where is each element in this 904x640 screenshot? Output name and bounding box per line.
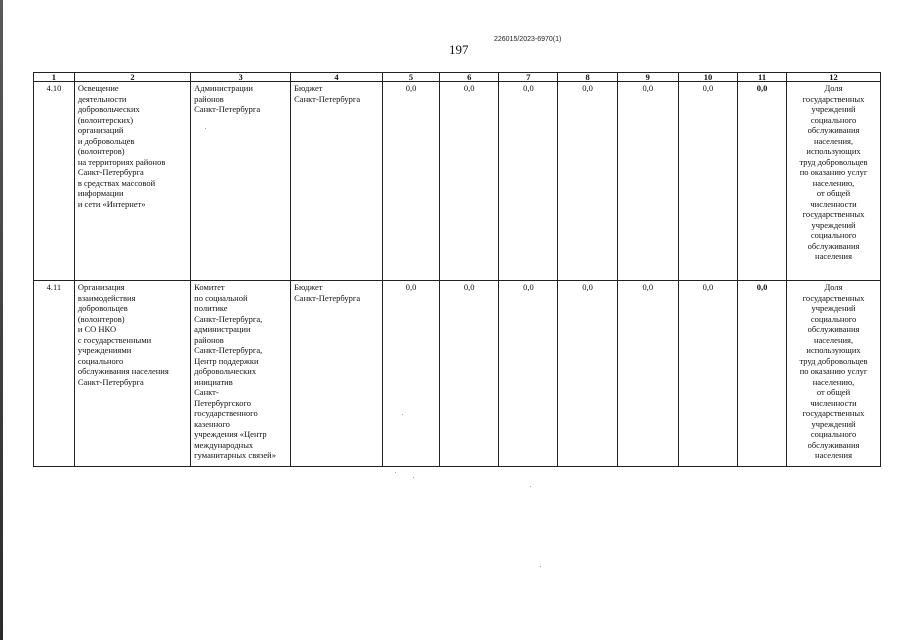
column-header: 3	[191, 73, 291, 82]
total-value-cell: 0,0	[738, 82, 787, 281]
scan-speck	[402, 414, 403, 415]
column-header: 9	[617, 73, 678, 82]
funding-source-cell: Бюджет Санкт-Петербурга	[291, 281, 383, 467]
indicator-cell: Доля государственных учреждений социального обслуживания населения, использующих труд добровольцев по оказанию услуг населению, от общей численности государственных учреждений социального обслуживания населения	[787, 281, 881, 467]
column-header: 5	[382, 73, 439, 82]
value-cell: 0,0	[440, 281, 499, 467]
column-header: 8	[558, 73, 617, 82]
indicator-cell: Доля государственных учреждений социального обслуживания населения, использующих труд добровольцев по оказанию услуг населению, от общей численности государственных учреждений социального обслуживания населения	[787, 82, 881, 281]
header-row	[34, 73, 881, 82]
value-cell: 0,0	[678, 281, 737, 467]
table-row	[34, 281, 881, 467]
column-header: 10	[678, 73, 737, 82]
column-header: 7	[499, 73, 558, 82]
value-cell: 0,0	[499, 82, 558, 281]
scan-speck	[395, 472, 396, 473]
scan-speck	[530, 486, 531, 487]
scan-speck	[205, 128, 206, 129]
row-number: 4.10	[34, 82, 75, 281]
value-cell: 0,0	[558, 281, 617, 467]
activity-description: Организация взаимодействия добровольцев (волонтеров) и СО НКО с государственными учреждениями социального обслуживания населения Санкт-Петербурга	[74, 281, 190, 467]
value-cell: 0,0	[382, 82, 439, 281]
row-number: 4.11	[34, 281, 75, 467]
column-header: 12	[787, 73, 881, 82]
scan-speck	[540, 566, 541, 567]
column-header: 2	[74, 73, 190, 82]
funding-source-cell: Бюджет Санкт-Петербурга	[291, 82, 383, 281]
value-cell: 0,0	[678, 82, 737, 281]
column-header: 4	[291, 73, 383, 82]
activity-description: Освещение деятельности добровольческих (волонтерских) организаций и добровольцев (волонтеров) на территориях районов Санкт-Петербурга в средствах массовой информации и сети «Интернет»	[74, 82, 190, 281]
value-cell: 0,0	[558, 82, 617, 281]
value-cell: 0,0	[440, 82, 499, 281]
executor-cell: Администрации районов Санкт-Петербурга	[191, 82, 291, 281]
column-header: 1	[34, 73, 75, 82]
value-cell: 0,0	[617, 281, 678, 467]
total-value-cell: 0,0	[738, 281, 787, 467]
executor-cell: Комитет по социальной политике Санкт-Петербурга, администрации районов Санкт-Петербурга, Центр поддержки добровольческих инициатив Санкт- Петербургского государственного казенного учреждения «Центр международных гуманитарных связей»	[191, 281, 291, 467]
value-cell: 0,0	[499, 281, 558, 467]
document-id: 226015/2023-6970(1)	[494, 36, 562, 43]
value-cell: 0,0	[617, 82, 678, 281]
column-header: 11	[738, 73, 787, 82]
budget-table	[33, 72, 881, 467]
column-header: 6	[440, 73, 499, 82]
table-row	[34, 82, 881, 281]
scan-speck	[413, 477, 414, 478]
page-number: 197	[449, 42, 469, 57]
scan-edge	[0, 0, 3, 640]
value-cell: 0,0	[382, 281, 439, 467]
